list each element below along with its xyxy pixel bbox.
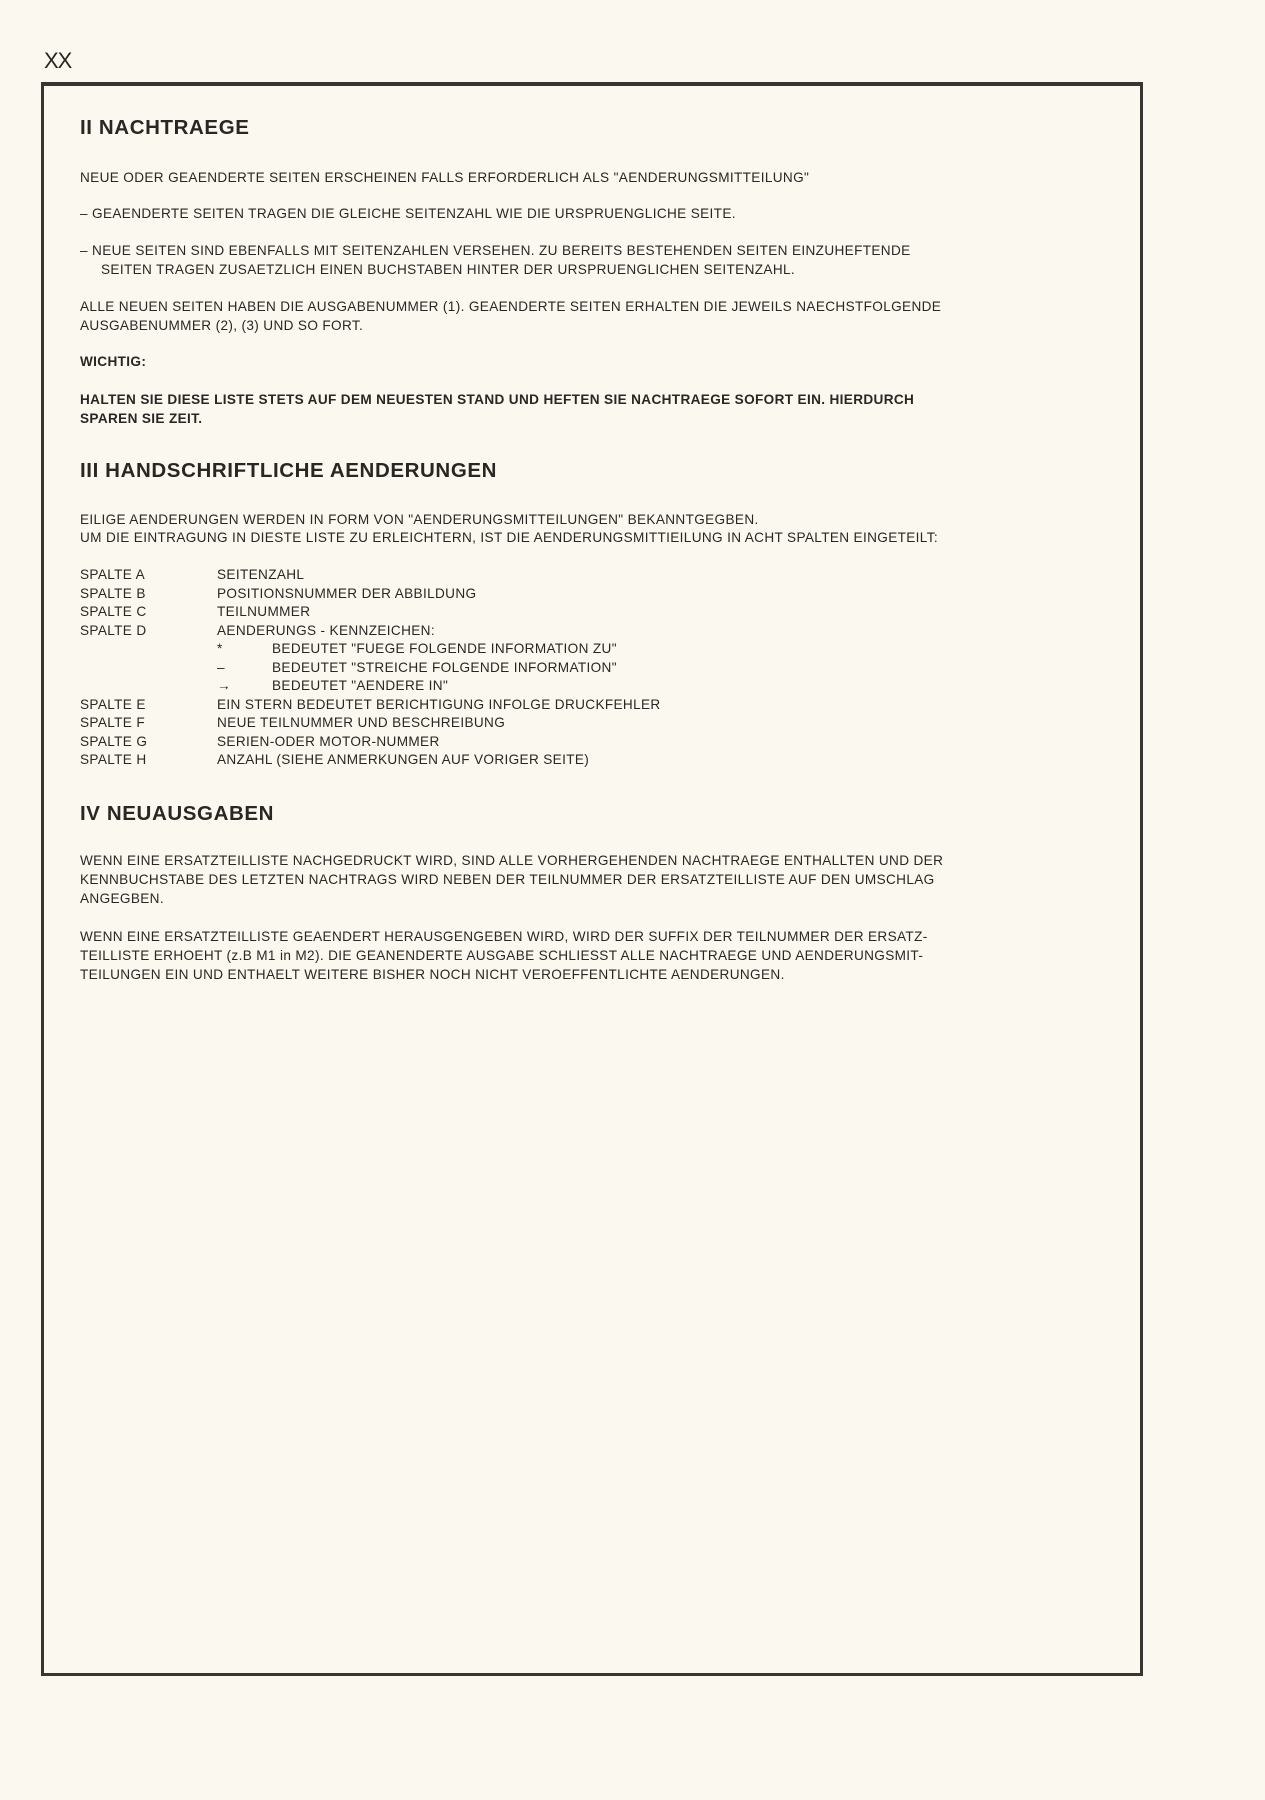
paragraph: EILIGE AENDERUNGEN WERDEN IN FORM VON "AENDERUNGSMITTEILUNGEN" BEKANNTGEGBEN. <box>80 512 759 527</box>
column-desc: SERIEN-ODER MOTOR-NUMMER <box>217 733 440 749</box>
important-note: HALTEN SIE DIESE LISTE STETS AUF DEM NEUESTEN STAND UND HEFTEN SIE NACHTRAEGE SOFORT EIN. HIERDURCH <box>80 392 915 407</box>
section-heading: IV NEUAUSGABEN <box>80 802 275 825</box>
marker-text: BEDEUTET "AENDERE IN" <box>272 678 449 693</box>
column-desc: EIN STERN BEDEUTET BERICHTIGUNG INFOLGE DRUCKFEHLER <box>217 696 661 712</box>
column-desc: NEUE TEILNUMMER UND BESCHREIBUNG <box>217 715 506 730</box>
column-desc: TEILNUMMER <box>217 604 311 619</box>
bullet-item: – NEUE SEITEN SIND EBENFALLS MIT SEITENZAHLEN VERSEHEN. ZU BEREITS BESTEHENDEN SEITEN EINZUHEFTENDE <box>80 243 911 258</box>
paragraph: AUSGABENUMMER (2), (3) UND SO FORT. <box>80 318 364 333</box>
paragraph: WENN EINE ERSATZTEILLISTE NACHGEDRUCKT WIRD, SIND ALLE VORHERGEHENDEN NACHTRAEGE ENTHALLTEN UND DER <box>80 853 944 868</box>
important-label: WICHTIG: <box>80 354 147 369</box>
paragraph: KENNBUCHSTABE DES LETZTEN NACHTRAGS WIRD NEBEN DER TEILNUMMER DER ERSATZTEILLISTE AUF DEN UMSCHLAG <box>80 872 935 887</box>
column-label: SPALTE G <box>80 733 148 749</box>
column-label: SPALTE H <box>80 752 147 767</box>
bullet-item: – GEAENDERTE SEITEN TRAGEN DIE GLEICHE SEITENZAHL WIE DIE URSPRUENGLICHE SEITE. <box>80 206 736 221</box>
column-desc: POSITIONSNUMMER DER ABBILDUNG <box>217 585 477 601</box>
page-number: XX <box>44 48 72 73</box>
column-label: SPALTE F <box>80 715 145 730</box>
column-label: SPALTE E <box>80 696 146 712</box>
marker-text: BEDEUTET "FUEGE FOLGENDE INFORMATION ZU" <box>272 641 617 656</box>
marker-symbol: – <box>217 659 225 675</box>
marker-text: BEDEUTET "STREICHE FOLGENDE INFORMATION" <box>272 659 617 675</box>
column-desc: SEITENZAHL <box>217 567 305 582</box>
column-label: SPALTE A <box>80 567 146 582</box>
column-label: SPALTE B <box>80 585 146 601</box>
paragraph: ALLE NEUEN SEITEN HABEN DIE AUSGABENUMMER (1). GEAENDERTE SEITEN ERHALTEN DIE JEWEILS NAECHSTFOLGENDE <box>80 299 942 314</box>
column-label: SPALTE D <box>80 622 147 638</box>
marker-symbol: → <box>217 678 231 693</box>
column-desc: AENDERUNGS - KENNZEICHEN: <box>217 622 435 638</box>
marker-symbol: * <box>217 641 223 656</box>
section-heading: III HANDSCHRIFTLICHE AENDERUNGEN <box>80 459 498 482</box>
paragraph: UM DIE EINTRAGUNG IN DIESTE LISTE ZU ERLEICHTERN, IST DIE AENDERUNGSMITTIEILUNG IN ACHT SPALTEN EINGETEILT: <box>80 530 938 545</box>
bullet-item-cont: SEITEN TRAGEN ZUSAETZLICH EINEN BUCHSTABEN HINTER DER URSPRUENGLICHEN SEITENZAHL. <box>101 262 796 277</box>
column-label: SPALTE C <box>80 604 147 619</box>
paragraph: TEILUNGEN EIN UND ENTHAELT WEITERE BISHER NOCH NICHT VEROEFFENTLICHTE AENDERUNGEN. <box>80 967 785 982</box>
section-heading: II NACHTRAEGE <box>80 116 250 139</box>
paragraph: WENN EINE ERSATZTEILLISTE GEAENDERT HERAUSGENGEBEN WIRD, WIRD DER SUFFIX DER TEILNUMMER DER ERSATZ- <box>80 929 928 944</box>
important-note: SPAREN SIE ZEIT. <box>80 411 203 426</box>
column-desc: ANZAHL (SIEHE ANMERKUNGEN AUF VORIGER SEITE) <box>217 752 590 767</box>
paragraph: ANGEGBEN. <box>80 891 164 906</box>
paragraph: TEILLISTE ERHOEHT (z.B M1 in M2). DIE GEANENDERTE AUSGABE SCHLIESST ALLE NACHTRAEGE UND AENDERUNGSMIT- <box>80 948 924 963</box>
paragraph: NEUE ODER GEAENDERTE SEITEN ERSCHEINEN FALLS ERFORDERLICH ALS "AENDERUNGSMITTEILUNG" <box>80 170 810 185</box>
